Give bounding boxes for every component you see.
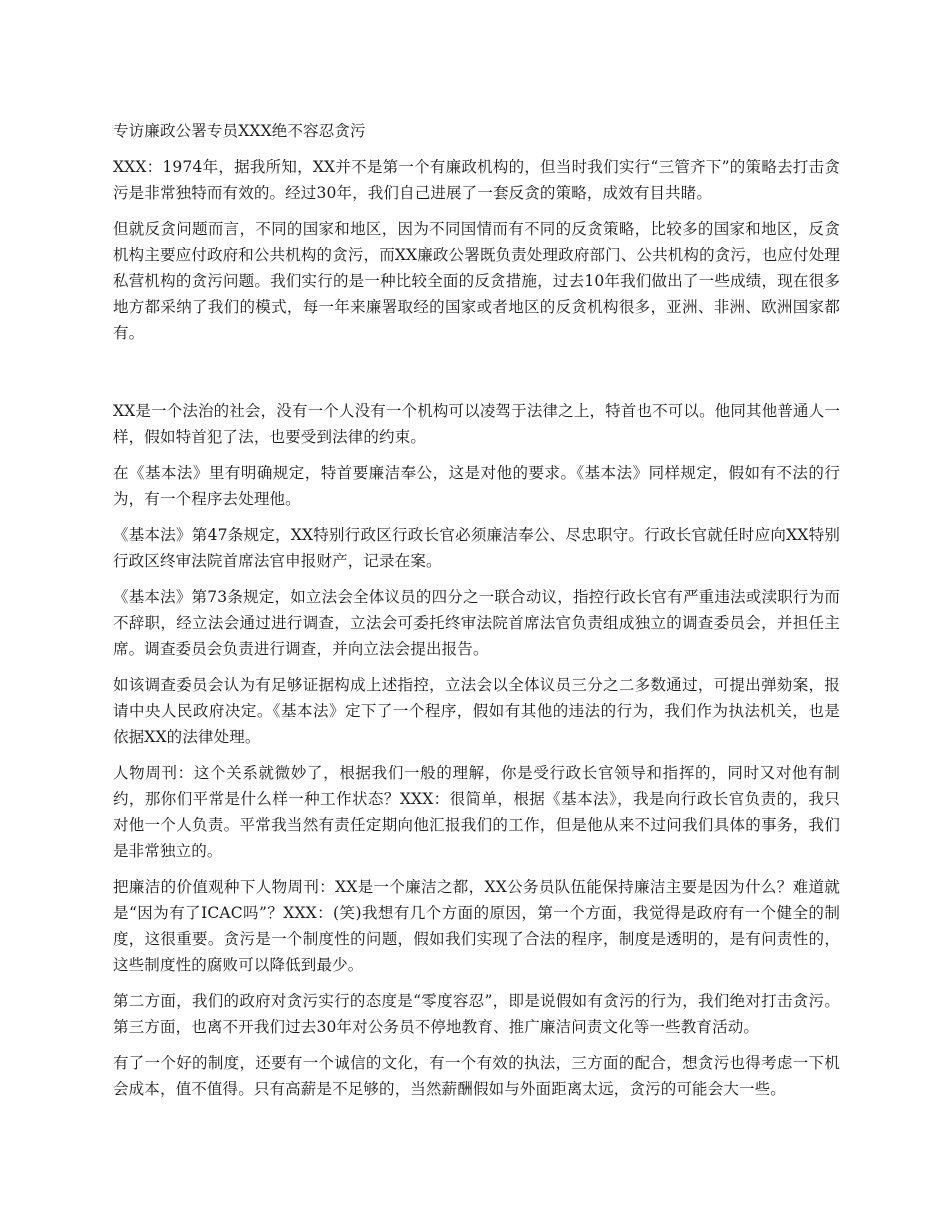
document-title: 专访廉政公署专员XXX绝不容忍贪污 [113, 122, 366, 140]
paragraph: 第二方面，我们的政府对贪污实行的态度是“零度容忍”，即是说假如有贪污的行为，我们绝对打击贪污。第三方面，也离不开我们过去30年对公务员不停地教育、推广廉洁问责文化等一些教育活动。 [113, 992, 840, 1036]
paragraph: 有了一个好的制度，还要有一个诚信的文化，有一个有效的执法，三方面的配合，想贪污也得考虑一下机会成本，值不值得。只有高薪是不足够的，当然薪酬假如与外面距离太远，贪污的可能会大一些。 [113, 1054, 840, 1098]
paragraph: 如该调查委员会认为有足够证据构成上述指控，立法会以全体议员三分之二多数通过，可提出弹劾案，报请中央人民政府决定。《基本法》定下了一个程序，假如有其他的违法的行为，我们作为执法机关，也是依据XX的法律处理。 [113, 676, 840, 746]
paragraph: XX是一个法治的社会，没有一个人没有一个机构可以凌驾于法律之上，特首也不可以。他同其他普通人一样，假如特首犯了法，也要受到法律的约束。 [113, 402, 840, 446]
document-page [113, 118, 840, 1112]
paragraph: 人物周刊：这个关系就微妙了，根据我们一般的理解，你是受行政长官领导和指挥的，同时又对他有制约，那你们平常是什么样一种工作状态？XXX：很简单，根据《基本法》，我是向行政长官负责的，我只对他一个人负责。平常我当然有责任定期向他汇报我们的工作，但是他从来不过问我们具体的事务，我们是非常独立的。 [113, 764, 840, 860]
paragraph: 但就反贪问题而言，不同的国家和地区，因为不同国情而有不同的反贪策略，比较多的国家和地区，反贪机构主要应付政府和公共机构的贪污，而XX廉政公署既负责处理政府部门、公共机构的贪污，也应付处理私营机构的贪污问题。我们实行的是一种比较全面的反贪措施，过去10年我们做出了一些成绩，现在很多地方都采纳了我们的模式，每一年来廉署取经的国家或者地区的反贪机构很多，亚洲、非洲、欧洲国家都有。 [113, 220, 840, 342]
paragraph: 把廉洁的价值观种下人物周刊：XX是一个廉洁之都，XX公务员队伍能保持廉洁主要是因为什么？难道就是“因为有了ICAC吗”？XXX：(笑)我想有几个方面的原因，第一个方面，我觉得是政府有一个健全的制度，这很重要。贪污是一个制度性的问题，假如我们实现了合法的程序，制度是透明的，是有问责性的，这些制度性的腐败可以降低到最少。 [113, 878, 840, 974]
paragraph: 《基本法》第73条规定，如立法会全体议员的四分之一联合动议，指控行政长官有严重违法或渎职行为而不辞职，经立法会通过进行调查，立法会可委托终审法院首席法官负责组成独立的调查委员会，并担任主席。调查委员会负责进行调查，并向立法会提出报告。 [113, 588, 840, 658]
paragraph: 在《基本法》里有明确规定，特首要廉洁奉公，这是对他的要求。《基本法》同样规定，假如有不法的行为，有一个程序去处理他。 [113, 464, 840, 508]
section-spacer [113, 356, 840, 398]
paragraph: 《基本法》第47条规定，XX特别行政区行政长官必须廉洁奉公、尽忠职守。行政长官就任时应向XX特别行政区终审法院首席法官申报财产，记录在案。 [113, 526, 840, 570]
paragraph: XXX：1974年，据我所知，XX并不是第一个有廉政机构的，但当时我们实行“三管齐下”的策略去打击贪污是非常独特而有效的。经过30年，我们自己进展了一套反贪的策略，成效有目共睹。 [113, 158, 840, 202]
